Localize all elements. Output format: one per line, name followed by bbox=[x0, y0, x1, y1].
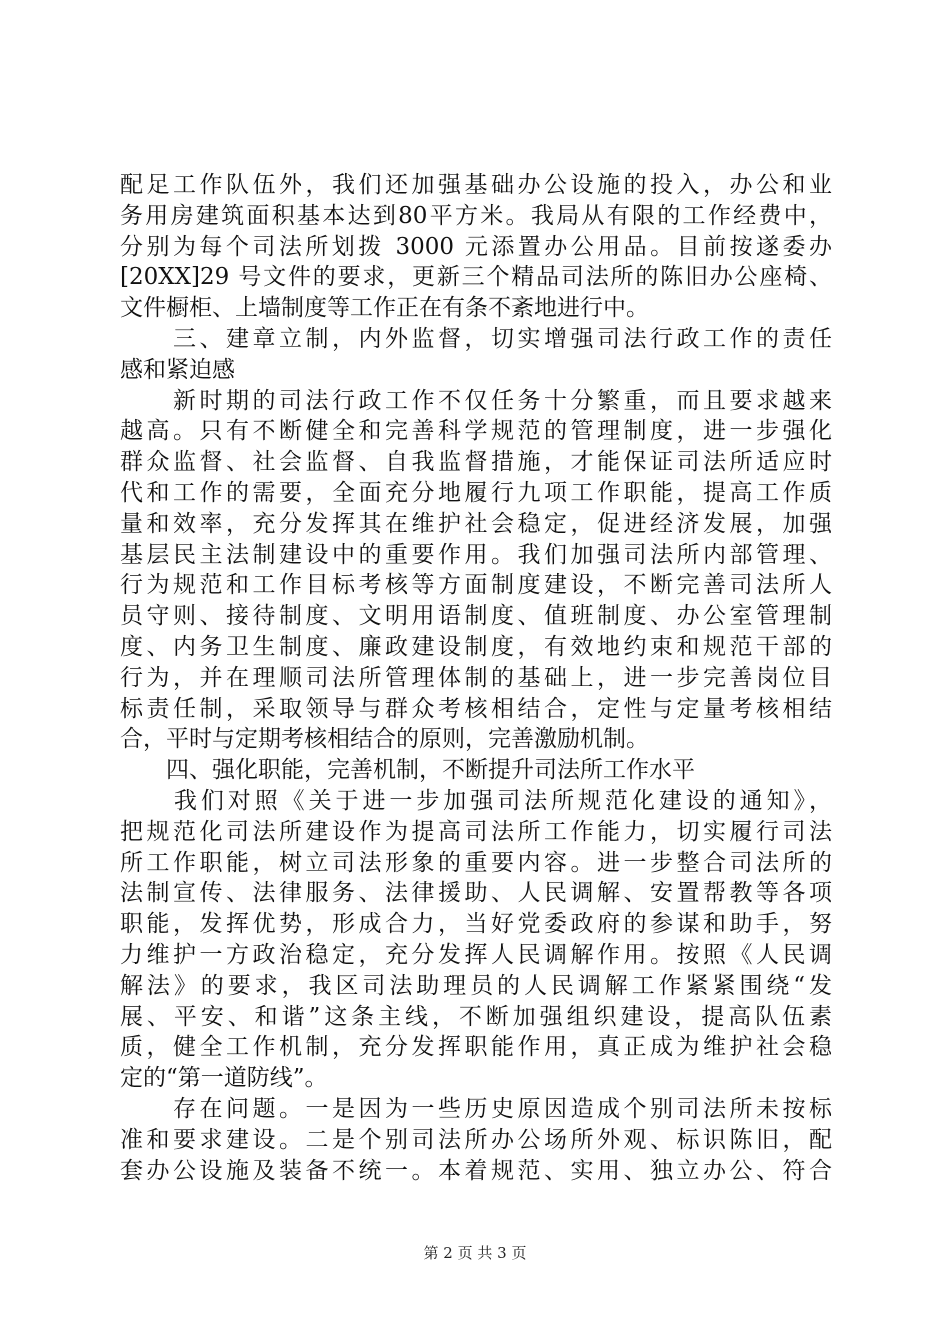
text-line: 标责任制，采取领导与群众考核相结合，定性与定量考核相结 bbox=[120, 695, 832, 722]
text-line: 三、建章立制，内外监督，切实增强司法行政工作的责任 bbox=[120, 325, 832, 352]
text-line: 职能，发挥优势，形成合力，当好党委政府的参谋和助手，努 bbox=[120, 911, 832, 938]
text-line: 感和紧迫感 bbox=[120, 356, 235, 383]
text-line: 质，健全工作机制，充分发挥职能作用，真正成为维护社会稳 bbox=[120, 1034, 832, 1061]
text-line: 存在问题。一是因为一些历史原因造成个别司法所未按标 bbox=[120, 1095, 832, 1122]
text-line: 分别为每个司法所划拨 3000 元添置办公用品。目前按遂委办 bbox=[120, 233, 832, 260]
text-line: 文件橱柜、上墙制度等工作正在有条不紊地进行中。 bbox=[120, 295, 649, 322]
text-line: 配足工作队伍外，我们还加强基础办公设施的投入，办公和业 bbox=[120, 172, 832, 198]
text-line: 越高。只有不断健全和完善科学规范的管理制度，进一步强化 bbox=[120, 418, 832, 445]
text-line: 员守则、接待制度、文明用语制度、值班制度、办公室管理制 bbox=[120, 603, 832, 630]
text-line: 新时期的司法行政工作不仅任务十分繁重，而且要求越来 bbox=[120, 387, 832, 414]
text-line: 量和效率，充分发挥其在维护社会稳定，促进经济发展，加强 bbox=[120, 510, 832, 537]
text-line: 把规范化司法所建设作为提高司法所工作能力，切实履行司法 bbox=[120, 818, 832, 845]
text-line: 法制宣传、法律服务、法律援助、人民调解、安置帮教等各项 bbox=[120, 880, 832, 907]
text-line: 我们对照《关于进一步加强司法所规范化建设的通知》， bbox=[120, 787, 832, 814]
text-line: 四、强化职能，完善机制，不断提升司法所工作水平 bbox=[120, 757, 695, 784]
text-line: 解法》的要求，我区司法助理员的人民调解工作紧紧围绕“发 bbox=[120, 972, 832, 999]
text-line: 基层民主法制建设中的重要作用。我们加强司法所内部管理、 bbox=[120, 541, 832, 568]
text-line: [20XX]29 号文件的要求，更新三个精品司法所的陈旧办公座椅、 bbox=[120, 264, 832, 291]
text-line: 力维护一方政治稳定，充分发挥人民调解作用。按照《人民调 bbox=[120, 941, 832, 968]
text-line: 务用房建筑面积基本达到80平方米。我局从有限的工作经费中， bbox=[120, 202, 832, 229]
text-line: 准和要求建设。二是个别司法所办公场所外观、标识陈旧，配 bbox=[120, 1126, 832, 1153]
text-line: 行为规范和工作目标考核等方面制度建设，不断完善司法所人 bbox=[120, 572, 832, 599]
text-line: 所工作职能，树立司法形象的重要内容。进一步整合司法所的 bbox=[120, 849, 832, 876]
text-line: 套办公设施及装备不统一。本着规范、实用、独立办公、符合 bbox=[120, 1157, 832, 1184]
page-footer: 第 2 页 共 3 页 bbox=[423, 1244, 527, 1262]
text-line: 行为，并在理顺司法所管理体制的基础上，进一步完善岗位目 bbox=[120, 664, 832, 691]
text-line: 合，平时与定期考核相结合的原则，完善激励机制。 bbox=[120, 726, 649, 753]
text-line: 定的“第一道防线”。 bbox=[120, 1065, 328, 1092]
text-line: 群众监督、社会监督、自我监督措施，才能保证司法所适应时 bbox=[120, 449, 832, 476]
text-line: 展、平安、和谐”这条主线，不断加强组织建设，提高队伍素 bbox=[120, 1003, 832, 1030]
text-line: 代和工作的需要，全面充分地履行九项工作职能，提高工作质 bbox=[120, 479, 832, 506]
document-body bbox=[120, 170, 832, 1186]
text-line: 度、内务卫生制度、廉政建设制度，有效地约束和规范干部的 bbox=[120, 633, 832, 660]
